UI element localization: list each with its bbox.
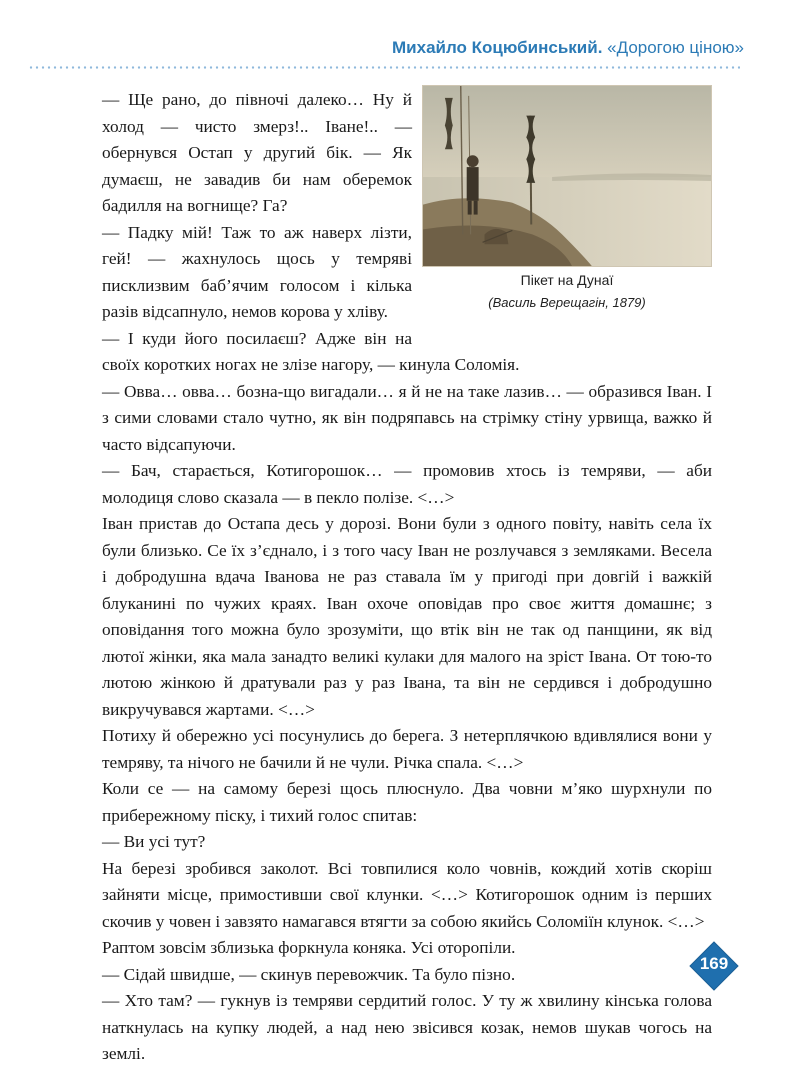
paragraph: — Хто там? — гукнув із темряви сердитий голос. У ту ж хвилину кінська голова наткнулась на купку людей, а над нею звісився козак, немов шукав чогось на землі. xyxy=(102,991,712,1063)
page-number-badge xyxy=(688,940,740,992)
paragraph: — І куди його посилаєш? Адже він на своїх коротких ногах не злізе нагору, — кинула Соломія. xyxy=(102,328,520,374)
story-text xyxy=(102,87,712,1068)
header-author: Михайло Коцюбинський. xyxy=(392,38,603,57)
paragraph: На березі зробився заколот. Всі товпилися коло човнів, кождий хотів скоріш зайняти місце, примостивши свої клунки. <…> Котигорошок одним із перших скочив у човен і завзято намагався втягти за собою якийсь Соломіїн клунок. <…> xyxy=(102,858,712,931)
dotted-divider xyxy=(28,66,740,69)
paragraph: — Бач, старається, Котигорошок… — промовив хтось із темряви, — аби молодиця слово сказала — в пекло полізе. <…> xyxy=(102,461,712,507)
figure-caption: Пікет на Дунаї xyxy=(520,272,614,288)
paragraph: — Ви усі тут? xyxy=(102,832,206,851)
figure xyxy=(422,85,712,347)
paragraph: Коли се — на самому березі щось плюснуло. Два човни м’яко шурхнули по прибережному піску, і тихий голос спитав: xyxy=(102,779,712,825)
paragraph: — Ще рано, до півночі далеко… Ну й холод — чисто змерз!.. Іване!.. — обернувся Остап у другий бік. — Як думаєш, не завадив би нам оберемок бадилля на вогнище? Га? xyxy=(102,90,412,215)
running-header xyxy=(392,38,744,58)
paragraph: — Падку мій! Таж то аж наверх лізти, гей! — жахнулось щось у темряві писклизвим баб’ячим голосом і кілька разів відсапнуло, немов корова у хліву. xyxy=(102,222,412,321)
paragraph: — Овва… овва… бозна-що вигадали… я й не на таке лазив… — образився Іван. І з сими словами стало чутно, як він подряпавсь на стрімку стіну урвища, важко й часто відсапуючи. xyxy=(102,381,712,454)
header-title: «Дорогою ціною» xyxy=(607,38,744,57)
paragraph: Потиху й обережно усі посунулись до берега. З нетерплячкою вдивлялися вони у темряву, та нічого не бачили й не чули. Річка спала. <…> xyxy=(102,726,712,772)
paragraph: — Сідай швидше, — скинув перевожчик. Та було пізно. xyxy=(102,964,516,984)
painting-picket-on-danube xyxy=(422,85,712,267)
page-number: 169 xyxy=(699,954,729,973)
paragraph: Раптом зовсім зблизька форкнула коняка. Усі оторопіли. xyxy=(102,938,516,957)
paragraph: Іван пристав до Остапа десь у дорозі. Вони були з одного повіту, навіть села їх були близько. Се їх з’єднало, і з того часу Іван не розлучався з земляками. Весела і добродушна вдача Іванова не раз ставала їм у пригоді при довгій і важкій блуканині по чужих краях. Іван охоче оповідав про своє життя домашнє; з оповідання того можна було зрозуміти, що втік він не так од панщини, як від лютої жінки, яка мала занадто великі кулаки для малого на зріст Івана. От тою-то лютою жінкою й дратували раз у раз Івана, та він не сердився і добродушно викручувався жартами. <…> xyxy=(102,514,712,719)
figure-credit: (Василь Верещагін, 1879) xyxy=(488,295,646,310)
